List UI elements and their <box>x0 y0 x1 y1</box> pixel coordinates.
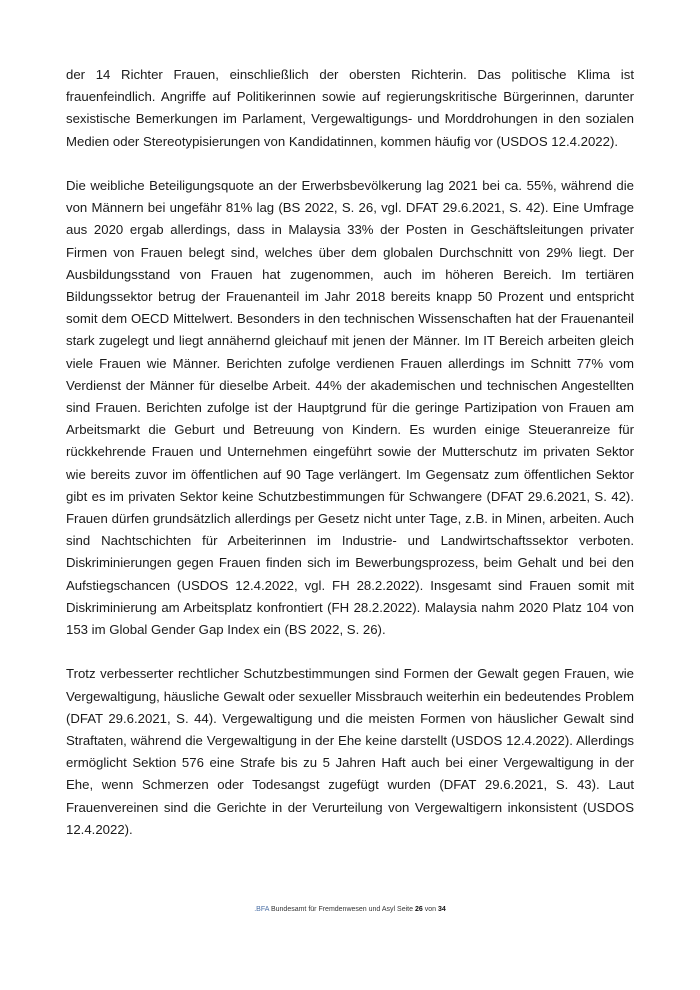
paragraph-employment: Die weibliche Beteiligungsquote an der Erwerbsbevölkerung lag 2021 bei ca. 55%, während die von Männern bei ungefähr 81% lag (BS 2022, S. 26, vgl. DFAT 29.6.2021, S. 42). Eine Umfrage aus 2020 ergab allerdings, dass in Malaysia 33% der Posten in Geschäftsleitungen privater Firmen von Frauen belegt sind, welches über dem globalen Durchschnitt von 29% liegt. Der Ausbildungsstand von Frauen hat zugenommen, auch im höheren Bereich. Im tertiären Bildungssektor betrug der Frauenanteil im Jahr 2018 bereits knapp 50 Prozent und entspricht somit dem OECD Mittelwert. Besonders in den technischen Wissenschaften hat der Frauenanteil stark zugelegt und liegt annähernd gleichauf mit jenen der Männer. Im IT Bereich arbeiten gleich viele Frauen wie Männer. Berichten zufolge verdienen Frauen allerdings im Schnitt 77% vom Verdienst der Männer für dieselbe Arbeit. 44% der akademischen und technischen Angestellten sind Frauen. Berichten zufolge ist der Hauptgrund für die geringe Partizipation von Frauen am Arbeitsmarkt die Geburt und Betreuung von Kindern. Es wurden einige Steueranreize für rückkehrende Frauen und Unternehmen eingeführt sowie der Mutterschutz im privaten Sektor wie bereits zuvor im öffentlichen auf 90 Tage verlängert. Im Gegensatz zum öffentlichen Sektor gibt es im privaten Sektor keine Schutzbestimmungen für Schwangere (DFAT 29.6.2021, S. 42). Frauen dürfen grundsätzlich allerdings per Gesetz nicht unter Tage, z.B. in Minen, arbeiten. Auch sind Nachtschichten für Arbeiterinnen im Industrie- und Landwirtschaftssektor verboten. Diskriminierungen gegen Frauen finden sich im Bewerbungsprozess, beim Gehalt und bei den Aufstiegschancen (USDOS 12.4.2022, vgl. FH 28.2.2022). Insgesamt sind Frauen somit mit Diskriminierung am Arbeitsplatz konfrontiert (FH 28.2.2022). Malaysia nahm 2020 Platz 104 von 153 im Global Gender Gap Index ein (BS 2022, S. 26). <box>66 178 634 638</box>
paragraph-political-climate: der 14 Richter Frauen, einschließlich der obersten Richterin. Das politische Klima ist frauenfeindlich. Angriffe auf Politikerinnen sowie auf regierungskritische Bürgerinnen, darunter sexistische Bemerkungen im Parlament, Vergewaltigungs- und Morddrohungen in den sozialen Medien oder Stereotypisierungen von Kandidatinnen, kommen häufig vor (USDOS 12.4.2022). <box>66 67 634 149</box>
footer-brand-logo: .BFA <box>254 906 270 913</box>
footer-page-total: 34 <box>437 906 446 913</box>
footer-page-label: Seite <box>397 906 414 913</box>
document-body <box>66 64 634 863</box>
footer-organization: Bundesamt für Fremdenwesen und Asyl <box>270 906 396 913</box>
footer-page-sep: von <box>424 906 437 913</box>
paragraph-violence: Trotz verbesserter rechtlicher Schutzbestimmungen sind Formen der Gewalt gegen Frauen, wie Vergewaltigung, häusliche Gewalt oder sexueller Missbrauch weiterhin ein bedeutendes Problem (DFAT 29.6.2021, S. 44). Vergewaltigung und die meisten Formen von häuslicher Gewalt sind Straftaten, während die Vergewaltigung in der Ehe keine darstellt (USDOS 12.4.2022). Allerdings ermöglicht Sektion 576 eine Strafe bis zu 5 Jahren Haft auch bei einer Vergewaltigung in der Ehe, wenn Schmerzen oder Todesangst zugefügt wurden (DFAT 29.6.2021, S. 43). Laut Frauenvereinen sind die Gerichte in der Verurteilung von Vergewaltigern inkonsistent (USDOS 12.4.2022). <box>66 666 634 837</box>
footer-page-current: 26 <box>414 906 423 913</box>
page-footer <box>0 906 700 913</box>
